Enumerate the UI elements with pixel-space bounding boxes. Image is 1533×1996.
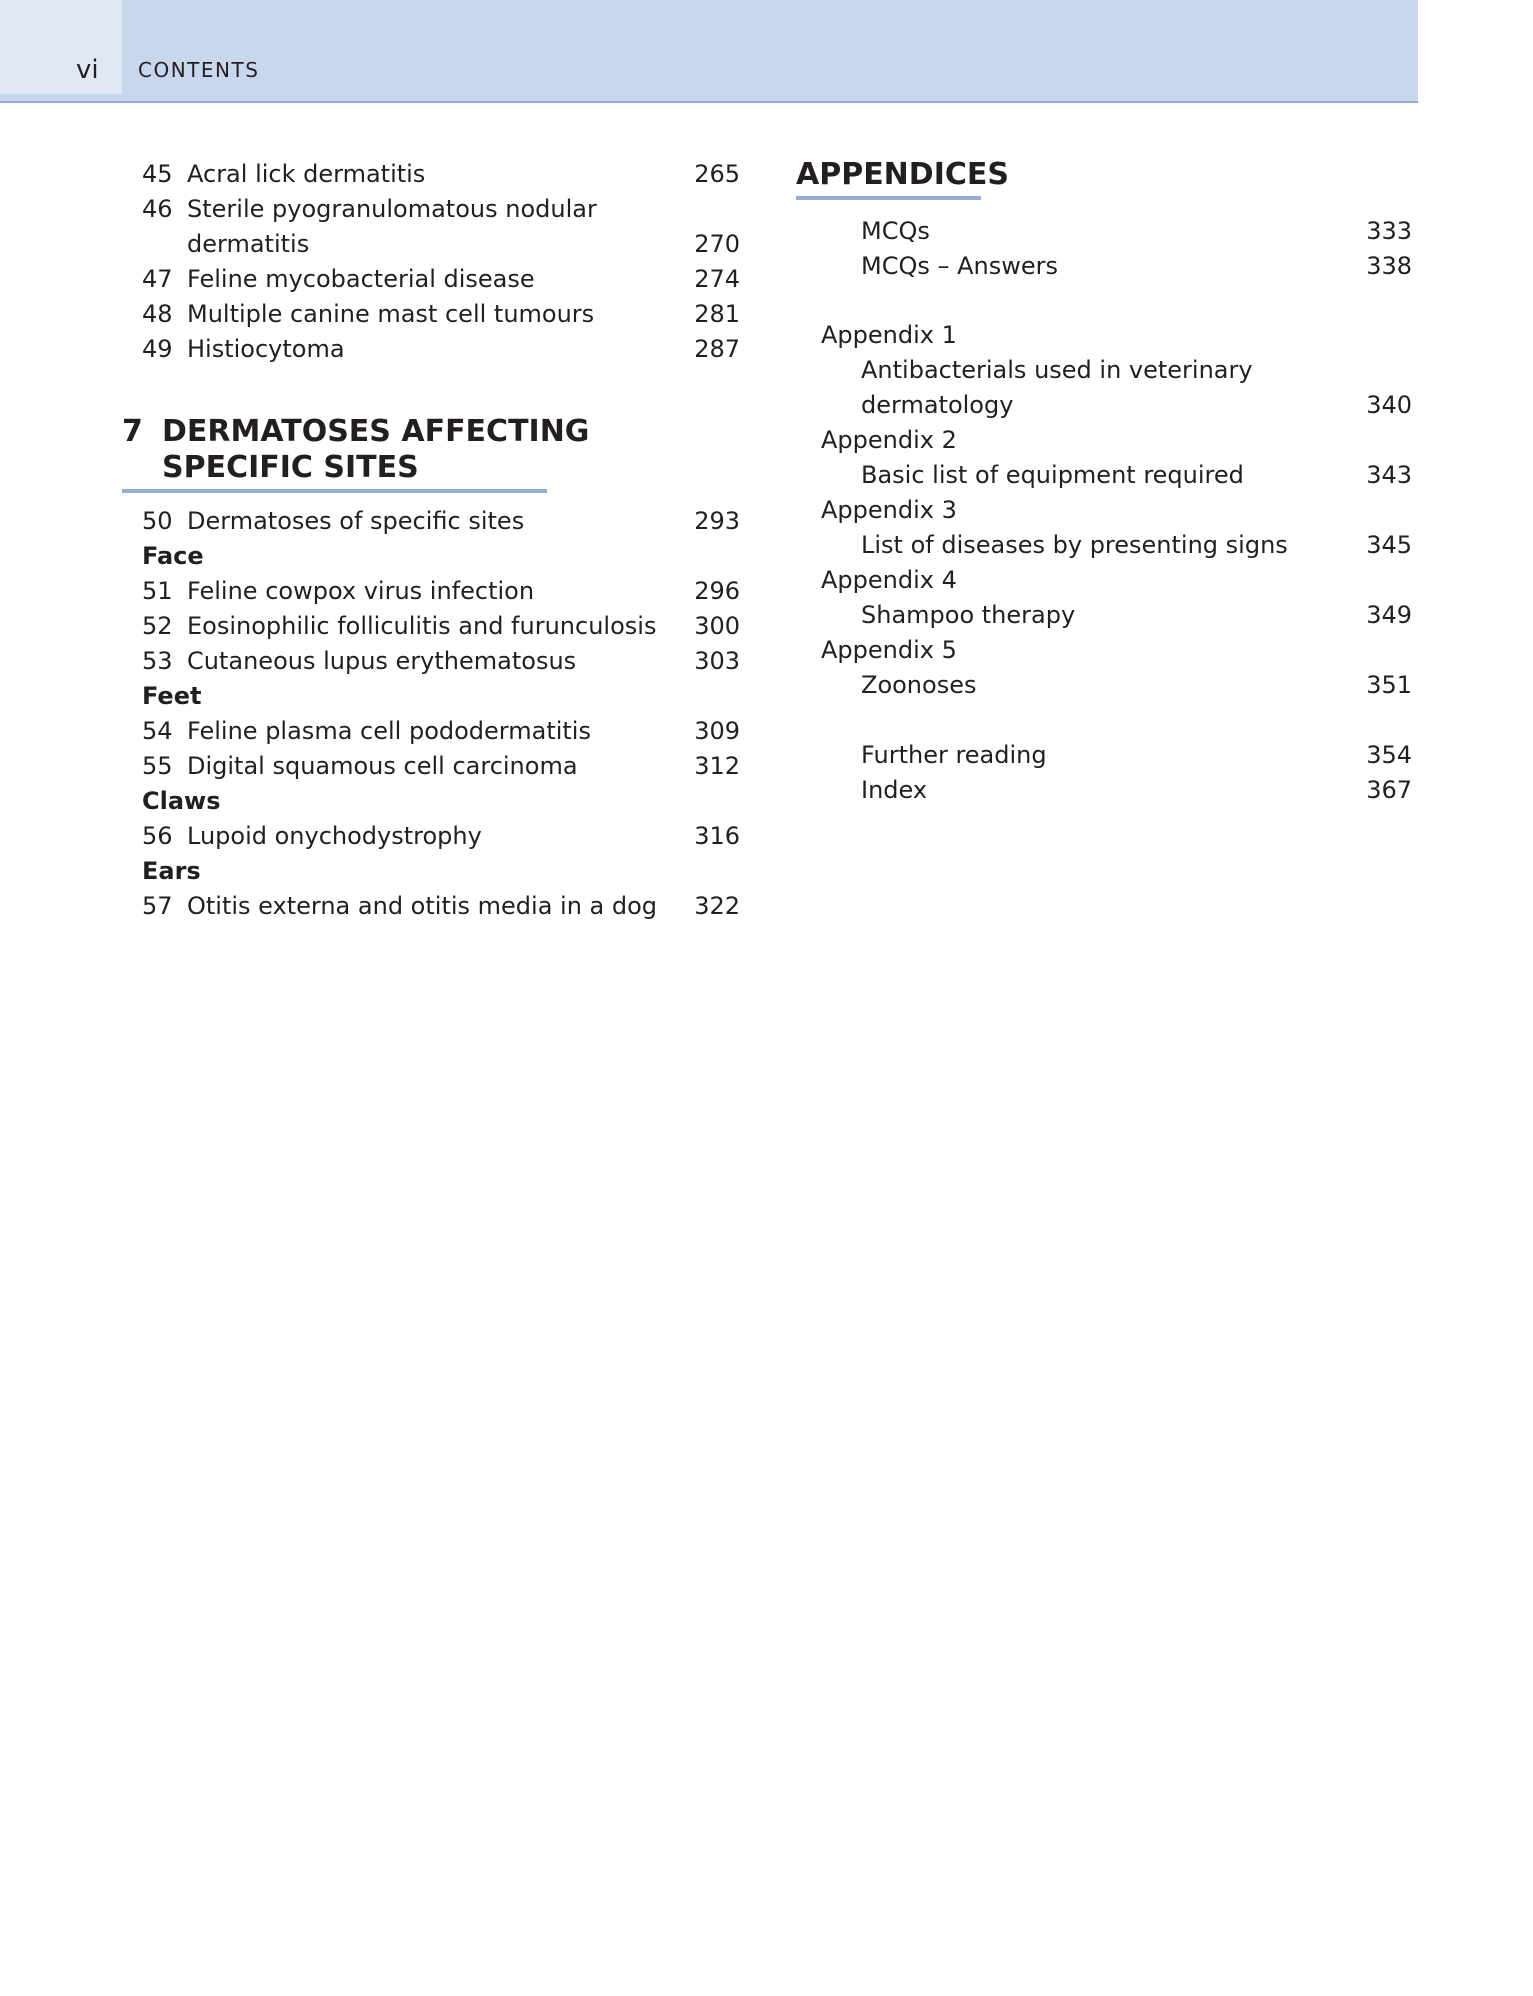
entry-page: 338 [1366, 252, 1412, 280]
entry-title: Index [861, 776, 928, 804]
appendix-label: Appendix 1 [821, 321, 957, 349]
entry-page: 281 [694, 300, 740, 328]
entry-number: 47 [142, 265, 173, 293]
page-number-tab [0, 0, 122, 94]
subsection-heading [122, 539, 740, 574]
toc-entry[interactable] [122, 192, 740, 227]
toc-entry[interactable] [122, 332, 740, 367]
toc-entry[interactable] [122, 297, 740, 332]
appendix-label: Appendix 5 [821, 636, 957, 664]
toc-entry[interactable] [796, 598, 1412, 633]
entry-page: 265 [694, 160, 740, 188]
entry-title: Zoonoses [861, 671, 977, 699]
entry-page: 349 [1366, 601, 1412, 629]
entry-title: Basic list of equipment required [861, 461, 1244, 489]
entry-page: 303 [694, 647, 740, 675]
entry-page: 274 [694, 265, 740, 293]
entry-page: 287 [694, 335, 740, 363]
entry-title: Acral lick dermatitis [187, 160, 426, 188]
page-number: vi [76, 55, 99, 85]
toc-entry[interactable] [122, 749, 740, 784]
subsection-label: Face [142, 542, 204, 570]
entry-title: Otitis externa and otitis media in a dog [187, 892, 658, 920]
entry-title: Feline mycobacterial disease [187, 265, 535, 293]
toc-entry[interactable] [122, 262, 740, 297]
entry-page: 296 [694, 577, 740, 605]
entry-number: 45 [142, 160, 173, 188]
entry-title: Eosinophilic folliculitis and furunculosis [187, 612, 657, 640]
entry-page: 367 [1366, 776, 1412, 804]
entry-title: Cutaneous lupus erythematosus [187, 647, 577, 675]
appendix-label-row [796, 633, 1412, 668]
entry-page: 343 [1366, 461, 1412, 489]
appendix-label: Appendix 4 [821, 566, 957, 594]
appendix-label-row [796, 318, 1412, 353]
entry-page: 316 [694, 822, 740, 850]
toc-entry[interactable] [122, 504, 740, 539]
entry-title: Lupoid onychodystrophy [187, 822, 482, 850]
appendices-underline [796, 196, 981, 200]
appendix-label-row [796, 423, 1412, 458]
entry-number: 53 [142, 647, 173, 675]
appendix-label: Appendix 2 [821, 426, 957, 454]
entry-number: 54 [142, 717, 173, 745]
entry-page: 345 [1366, 531, 1412, 559]
chapter-title [162, 414, 722, 486]
toc-entry[interactable] [796, 214, 1412, 249]
toc-entry[interactable] [122, 157, 740, 192]
toc-entry[interactable] [796, 738, 1412, 773]
toc-entry[interactable] [796, 249, 1412, 284]
entry-title: MCQs – Answers [861, 252, 1059, 280]
entry-page: 351 [1366, 671, 1412, 699]
toc-entry[interactable] [796, 528, 1412, 563]
entry-number: 55 [142, 752, 173, 780]
entry-number: 56 [142, 822, 173, 850]
subsection-label: Claws [142, 787, 221, 815]
chapter-number: 7 [122, 414, 143, 449]
subsection-label: Ears [142, 857, 201, 885]
entry-page: 333 [1366, 217, 1412, 245]
chapter-title-line: DERMATOSES AFFECTING [162, 414, 590, 449]
entry-title: Further reading [861, 741, 1047, 769]
entry-number: 46 [142, 195, 173, 223]
entry-page: 340 [1366, 391, 1412, 419]
chapter-title-line: SPECIFIC SITES [162, 450, 419, 485]
entry-page: 300 [694, 612, 740, 640]
entry-page: 309 [694, 717, 740, 745]
subsection-label: Feet [142, 682, 202, 710]
entry-number: 48 [142, 300, 173, 328]
entry-title: Shampoo therapy [861, 601, 1076, 629]
entry-title: List of diseases by presenting signs [861, 531, 1288, 559]
entry-page: 312 [694, 752, 740, 780]
entry-page: 293 [694, 507, 740, 535]
toc-entry-continuation[interactable] [122, 227, 740, 262]
entry-number: 51 [142, 577, 173, 605]
chapter-underline [122, 489, 547, 493]
entry-title: MCQs [861, 217, 930, 245]
entry-title: Antibacterials used in veterinary [861, 356, 1253, 384]
entry-title: dermatology [861, 391, 1014, 419]
toc-entry[interactable] [122, 574, 740, 609]
toc-entry[interactable] [122, 644, 740, 679]
header-band [0, 0, 1418, 103]
toc-entry[interactable] [122, 714, 740, 749]
entry-number: 52 [142, 612, 173, 640]
entry-number: 49 [142, 335, 173, 363]
toc-entry[interactable] [796, 668, 1412, 703]
toc-entry-continuation[interactable] [796, 388, 1412, 423]
entry-title: Feline cowpox virus infection [187, 577, 535, 605]
entry-number: 57 [142, 892, 173, 920]
entry-number: 50 [142, 507, 173, 535]
entry-title: Feline plasma cell pododermatitis [187, 717, 591, 745]
running-head: CONTENTS [138, 58, 260, 82]
entry-title: Histiocytoma [187, 335, 345, 363]
subsection-heading [122, 854, 740, 889]
toc-entry[interactable] [796, 353, 1412, 388]
appendix-label-row [796, 493, 1412, 528]
toc-entry[interactable] [796, 773, 1412, 808]
toc-entry[interactable] [122, 609, 740, 644]
subsection-heading [122, 784, 740, 819]
appendices-heading[interactable]: APPENDICES [796, 157, 1009, 192]
entry-title: dermatitis [187, 230, 310, 258]
entry-title: Dermatoses of specific sites [187, 507, 525, 535]
toc-entry[interactable] [122, 819, 740, 854]
appendix-label-row [796, 563, 1412, 598]
entry-page: 354 [1366, 741, 1412, 769]
entry-page: 270 [694, 230, 740, 258]
entry-title: Digital squamous cell carcinoma [187, 752, 578, 780]
subsection-heading [122, 679, 740, 714]
appendix-label: Appendix 3 [821, 496, 957, 524]
toc-entry[interactable] [122, 889, 740, 924]
toc-entry[interactable] [796, 458, 1412, 493]
entry-title: Sterile pyogranulomatous nodular [187, 195, 597, 223]
entry-page: 322 [694, 892, 740, 920]
entry-title: Multiple canine mast cell tumours [187, 300, 595, 328]
